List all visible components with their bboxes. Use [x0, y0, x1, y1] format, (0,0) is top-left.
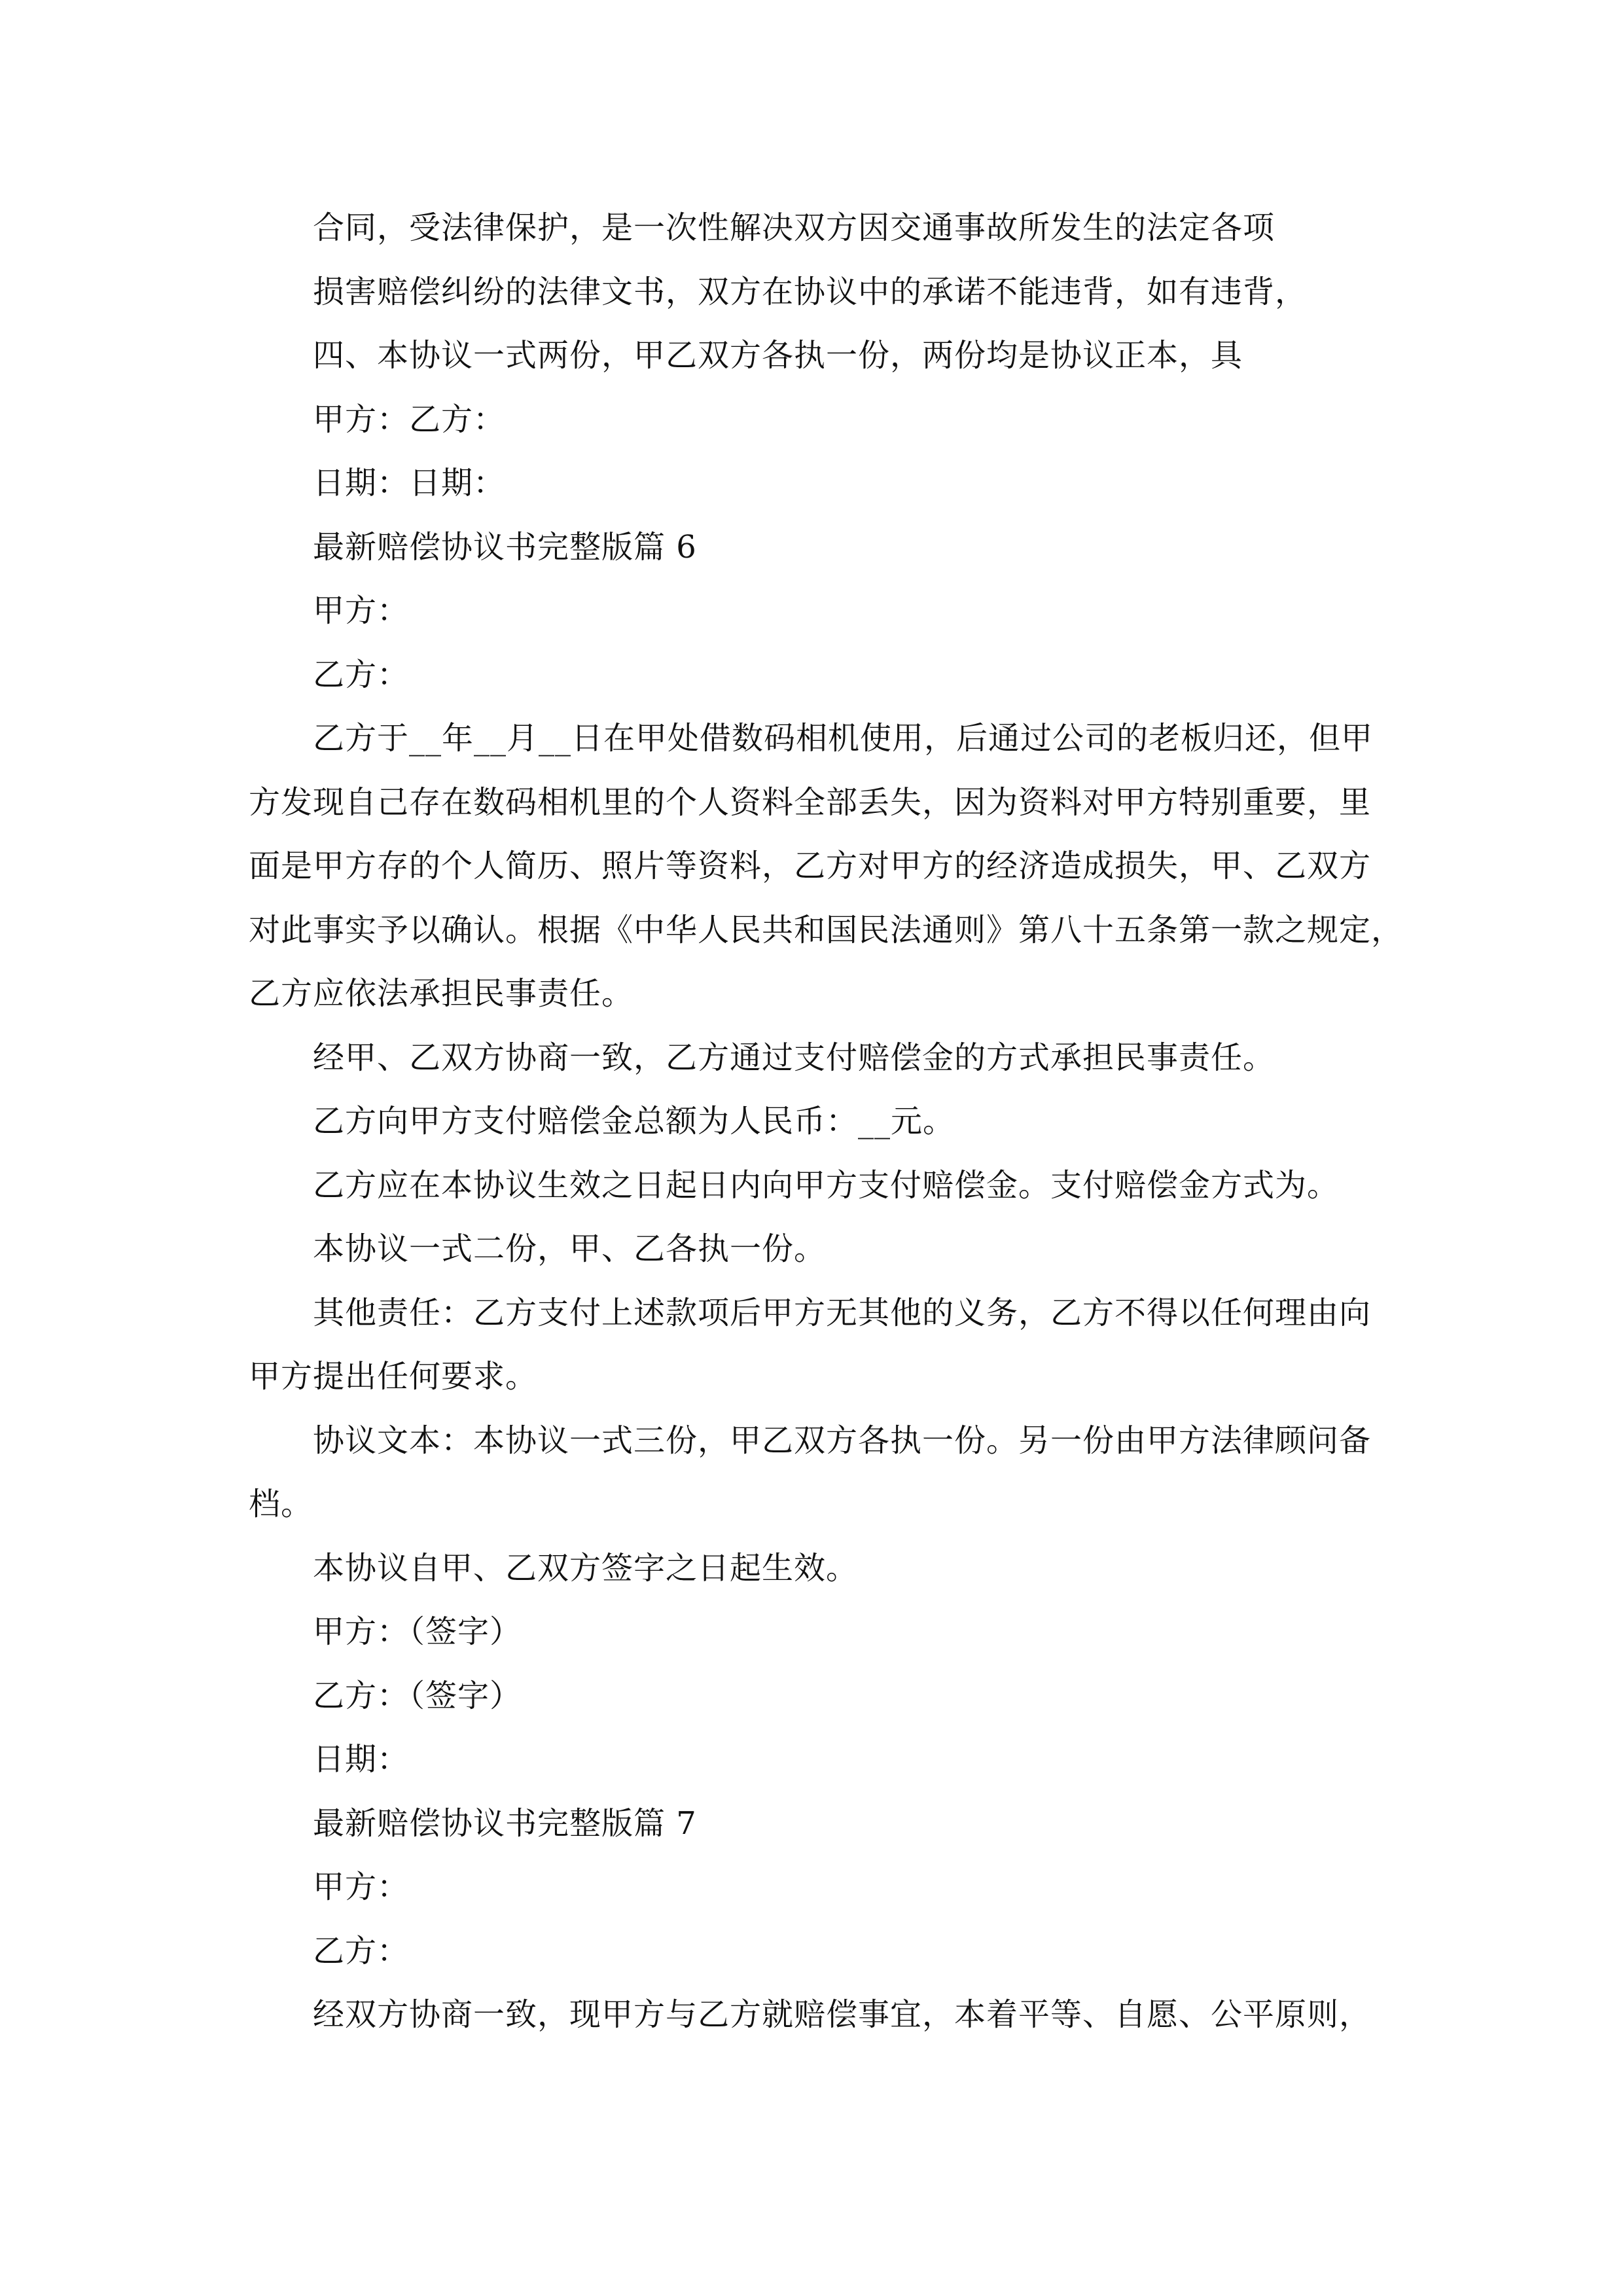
text-line: 损害赔偿纠纷的法律文书，双方在协议中的承诺不能违背，如有违背， — [313, 273, 1308, 310]
text-line: 最新赔偿协议书完整版篇 6 — [313, 528, 697, 565]
text-line: 经甲、乙双方协商一致，乙方通过支付赔偿金的方式承担民事责任。 — [313, 1039, 1275, 1076]
text-line: 最新赔偿协议书完整版篇 7 — [313, 1804, 697, 1842]
text-line: 本协议自甲、乙双方签字之日起生效。 — [313, 1549, 859, 1587]
text-line: 四、本协议一式两份，甲乙双方各执一份，两份均是协议正本，具 — [313, 337, 1243, 374]
text-line: 甲方提出任何要求。 — [249, 1358, 538, 1395]
text-line: 乙方应依法承担民事责任。 — [249, 975, 634, 1012]
text-line: 本协议一式二份，甲、乙各执一份。 — [313, 1230, 827, 1267]
text-line: 乙方：（签字） — [313, 1677, 522, 1714]
text-line: 甲方： — [313, 1869, 410, 1905]
text-line: 乙方向甲方支付赔偿金总额为人民币：__元。 — [313, 1103, 955, 1139]
text-line: 合同，受法律保护，是一次性解决双方因交通事故所发生的法定各项 — [313, 209, 1275, 246]
text-line: 面是甲方存的个人简历、照片等资料，乙方对甲方的经济造成损失，甲、乙双方 — [249, 848, 1372, 884]
text-line: 方发现自己存在数码相机里的个人资料全部丢失，因为资料对甲方特别重要，里 — [249, 783, 1372, 821]
text-line: 乙方应在本协议生效之日起日内向甲方支付赔偿金。支付赔偿金方式为。 — [313, 1166, 1340, 1204]
text-line: 经双方协商一致，现甲方与乙方就赔偿事宜，本着平等、自愿、公平原则， — [313, 1996, 1372, 2033]
text-line: 甲方： — [313, 592, 410, 629]
text-line: 其他责任：乙方支付上述款项后甲方无其他的义务，乙方不得以任何理由向 — [313, 1294, 1372, 1331]
document-body — [249, 196, 1404, 2047]
text-line: 乙方于__年__月__日在甲处借数码相机使用，后通过公司的老板归还，但甲 — [313, 720, 1374, 757]
text-line: 日期： — [313, 1741, 410, 1778]
text-line: 日期：日期： — [313, 465, 506, 501]
text-line: 乙方： — [313, 1932, 410, 1969]
text-line: 乙方： — [313, 656, 410, 693]
text-line: 协议文本：本协议一式三份，甲乙双方各执一份。另一份由甲方法律顾问备 — [313, 1422, 1372, 1459]
text-line: 甲方：乙方： — [313, 401, 506, 438]
text-line: 甲方：（签字） — [313, 1613, 522, 1650]
text-line: 档。 — [249, 1486, 313, 1522]
text-line: 对此事实予以确认。根据《中华人民共和国民法通则》第八十五条第一款之规定， — [249, 911, 1404, 948]
